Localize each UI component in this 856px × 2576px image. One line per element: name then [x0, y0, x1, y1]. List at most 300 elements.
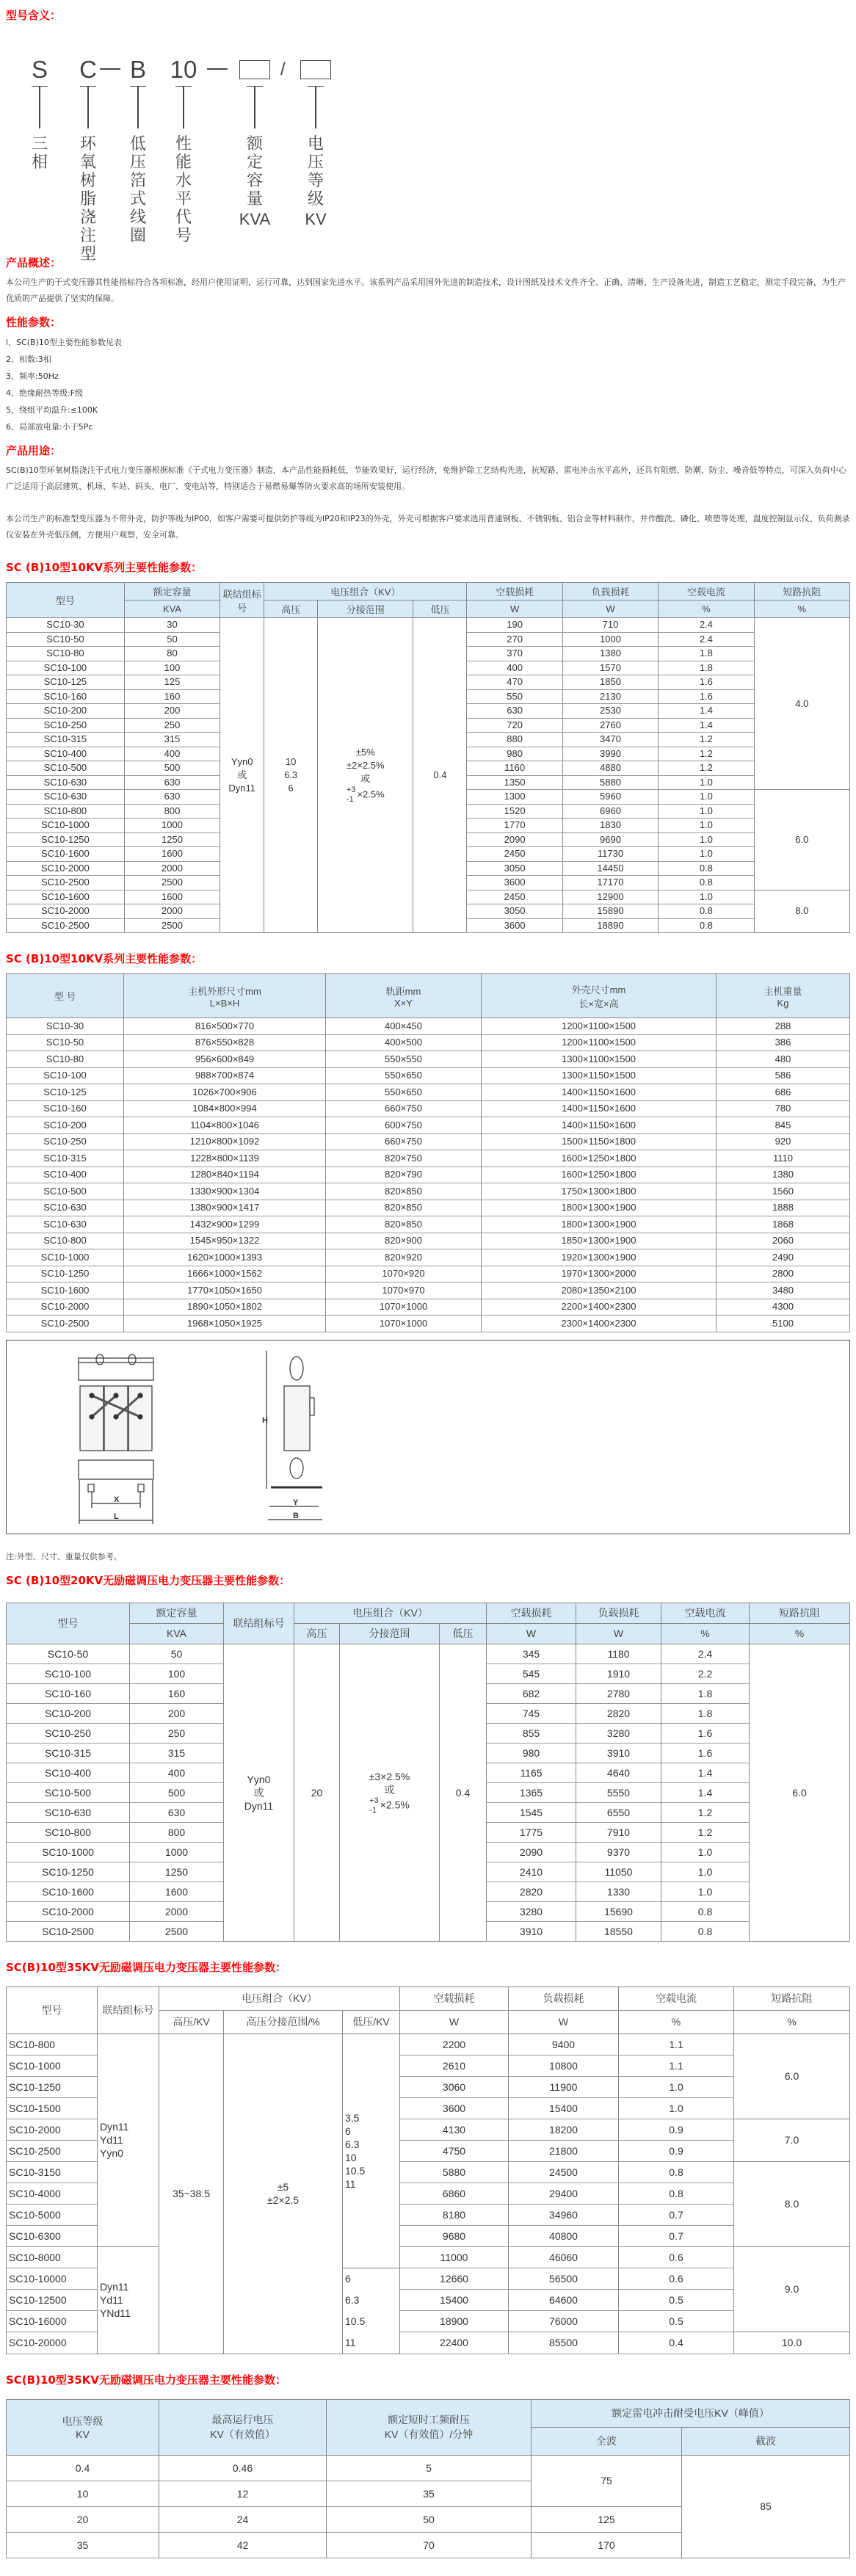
cell-noload-current: 1.0: [661, 1842, 750, 1862]
col-lv: 低压: [413, 601, 467, 618]
table3-title: SC (B)10型20KV无励磁调压电力变压器主要性能参数：: [6, 1573, 291, 1587]
cell-rail-gauge: 820×850: [326, 1200, 482, 1216]
col-noload-loss: 空载损耗: [467, 583, 562, 601]
cell-model: SC10-2000: [7, 904, 125, 919]
cell-capacity: 160: [130, 1683, 224, 1703]
cell-load-loss: 6960: [562, 804, 658, 819]
col-impedance-unit: %: [750, 1623, 850, 1644]
cell-load-loss: 15890: [562, 904, 658, 919]
cell-noload-current: 1.0: [661, 1862, 750, 1882]
cell-model: SC10-500: [7, 1782, 130, 1802]
col-capacity: 额定容量: [124, 583, 220, 601]
table-row: [7, 1233, 850, 1249]
cell-tap-range: ±5 ±2×2.5: [224, 2033, 343, 2354]
cell-capacity: 1600: [130, 1882, 224, 1901]
cell-noload-current: 0.8: [659, 904, 754, 919]
cell-noload-current: 1.8: [659, 661, 754, 675]
cell-model: SC10-2500: [7, 1316, 124, 1332]
cell-model: SC10-50: [7, 1644, 130, 1663]
cell-noload-loss: 5880: [400, 2161, 509, 2183]
performance-table-35kv: [6, 1987, 850, 2354]
cell-load-loss: 4880: [562, 761, 658, 776]
cell-noload-current: 0.8: [659, 876, 754, 890]
table-row: [7, 2455, 850, 2481]
col-capacity: 额定容量: [130, 1603, 224, 1623]
cell-capacity: 630: [124, 775, 220, 790]
cell-noload-current: 1.6: [659, 689, 754, 704]
cell-model: SC10-200: [7, 1117, 124, 1134]
cell-model: SC10-4000: [7, 2183, 98, 2204]
cell-model: SC10-16000: [7, 2311, 98, 2332]
cell-noload-current: 0.8: [619, 2183, 734, 2204]
cell-load-loss: 1570: [562, 661, 658, 675]
reference-note: 注:外型、尺寸、重量仅供参考。: [6, 1551, 122, 1561]
cell-load-loss: 24500: [509, 2161, 619, 2183]
dash-separator: [207, 68, 228, 70]
cell-capacity: 1600: [124, 890, 220, 904]
cell-voltage-level: 0.4: [7, 2455, 159, 2481]
cell-rail-gauge: 1070×1000: [326, 1299, 482, 1316]
cell-enclosure-dimensions: 1400×1150×1600: [482, 1084, 717, 1101]
cell-capacity: 2000: [124, 904, 220, 919]
cell-vector-group: Dyn11 Yd11 Yyn0: [98, 2033, 159, 2246]
cell-load-loss: 4640: [576, 1763, 661, 1782]
cell-max-voltage: 42: [159, 2532, 327, 2558]
col-hv: 高压/KV: [159, 2010, 224, 2033]
cell-capacity: 125: [124, 675, 220, 690]
cell-full-wave: 75: [532, 2455, 682, 2506]
col-hv: 高压: [294, 1623, 340, 1644]
model-part-voltage: 电压等级 KV: [294, 57, 338, 229]
cell-capacity: 2500: [130, 1921, 224, 1941]
cell-vector-group: Dyn11 Yd11 YNd11: [98, 2246, 159, 2354]
cell-model: SC10-2500: [7, 2140, 98, 2161]
cell-rail-gauge: 820×920: [326, 1249, 482, 1266]
cell-noload-loss: 9680: [400, 2225, 509, 2246]
cell-model: SC10-2000: [7, 1299, 124, 1316]
col-chopped-wave: 截波: [682, 2427, 850, 2455]
cell-model: SC10-160: [7, 1683, 130, 1703]
cell-noload-current: 0.4: [619, 2332, 734, 2354]
cell-model: SC10-250: [7, 718, 125, 733]
cell-noload-current: 1.0: [659, 847, 754, 862]
cell-capacity: 500: [124, 761, 220, 776]
cell-noload-loss: 2820: [487, 1882, 576, 1901]
cell-model: SC10-800: [7, 1822, 130, 1842]
cell-noload-loss: 2410: [487, 1862, 576, 1882]
cell-body-dimensions: 956×600×849: [124, 1051, 326, 1068]
cell-noload-loss: 22400: [400, 2332, 509, 2354]
cell-capacity: 80: [124, 647, 220, 661]
cell-load-loss: 3910: [576, 1743, 661, 1763]
cell-noload-loss: 4750: [400, 2140, 509, 2161]
cell-enclosure-dimensions: 1800×1300×1900: [482, 1200, 717, 1216]
cell-noload-loss: 3280: [487, 1901, 576, 1921]
col-noload-current: 空载电流: [659, 583, 754, 601]
cell-load-loss: 10800: [509, 2055, 619, 2076]
col-lv: 低压: [440, 1623, 487, 1644]
cell-model: SC10-2000: [7, 2119, 98, 2140]
cell-impedance: 6.0: [754, 790, 849, 890]
cell-load-loss: 9370: [576, 1842, 661, 1862]
cell-model: SC10-500: [7, 761, 125, 776]
cell-enclosure-dimensions: 1200×1100×1500: [482, 1034, 717, 1051]
col-enclosure-dimensions: 外壳尺寸mm 长×宽×高: [482, 974, 717, 1018]
cell-model: SC10-2500: [7, 918, 125, 933]
cell-model: SC10-200: [7, 704, 125, 719]
cell-model: SC10-50: [7, 632, 125, 647]
cell-withstand-voltage: 5: [327, 2455, 532, 2481]
cell-body-dimensions: 1545×950×1322: [124, 1233, 326, 1249]
cell-weight: 1560: [717, 1183, 850, 1200]
cell-load-loss: 46060: [509, 2246, 619, 2268]
cell-capacity: 315: [124, 733, 220, 747]
cell-load-loss: 3280: [576, 1723, 661, 1743]
cell-load-loss: 5880: [562, 775, 658, 790]
cell-enclosure-dimensions: 1200×1100×1500: [482, 1018, 717, 1035]
cell-noload-current: 0.8: [659, 861, 754, 876]
cell-enclosure-dimensions: 1400×1150×1600: [482, 1100, 717, 1117]
cell-rail-gauge: 1070×1000: [326, 1316, 482, 1332]
cell-load-loss: 29400: [509, 2183, 619, 2204]
cell-model: SC10-2000: [7, 861, 125, 876]
cell-max-voltage: 0.46: [159, 2455, 327, 2481]
col-impedance: 短路抗阻: [750, 1603, 850, 1623]
cell-noload-current: 1.1: [619, 2055, 734, 2076]
col-noload-current: 空载电流: [619, 1987, 734, 2010]
capacity-box: [239, 60, 270, 79]
cell-model: SC10-80: [7, 647, 125, 661]
cell-noload-current: 1.8: [661, 1683, 750, 1703]
cell-weight: 1868: [717, 1216, 850, 1233]
col-tap: 分接范围: [340, 1623, 440, 1644]
cell-noload-loss: 880: [467, 733, 562, 747]
cell-noload-current: 1.8: [659, 647, 754, 661]
cell-noload-current: 0.5: [619, 2289, 734, 2310]
transformer-outline-svg: [7, 1340, 849, 1533]
dim-label-b: B: [293, 1511, 299, 1520]
cell-noload-loss: 720: [467, 718, 562, 733]
cell-model: SC10-30: [7, 618, 125, 633]
cell-weight: 2490: [717, 1249, 850, 1266]
cell-body-dimensions: 1228×800×1139: [124, 1150, 326, 1167]
cell-model: SC10-315: [7, 1743, 130, 1763]
cell-noload-loss: 980: [487, 1743, 576, 1763]
cell-noload-current: 1.0: [659, 804, 754, 819]
table2-title: SC (B)10型10KV系列主要性能参数：: [6, 952, 203, 965]
cell-model: SC10-1600: [7, 847, 125, 862]
cell-model: SC10-100: [7, 661, 125, 675]
cell-noload-loss: 745: [487, 1703, 576, 1723]
cell-noload-loss: 2450: [467, 847, 562, 862]
cell-weight: 920: [717, 1133, 850, 1150]
cell-model: SC10-160: [7, 689, 125, 704]
overview-text: 本公司生产的干式变压器其性能指标符合各项标准，经用户使用证明，运行可靠，达到国家先进水平。该系列产品采用国外先进的制造技术，设计图纸及技术文件齐全、正确、清晰，生产设备先进，制造工艺稳定，测定手段完备，为生产优质的产品提供了坚实的保障。: [6, 277, 846, 303]
table-row: [7, 618, 850, 633]
usage-title: 产品用途：: [6, 444, 62, 457]
cell-model: SC10-6300: [7, 2225, 98, 2246]
col-impedance-unit: %: [734, 2010, 850, 2033]
insulation-level-table: [6, 2399, 850, 2558]
cell-load-loss: 1910: [576, 1663, 661, 1683]
col-load-loss: 负载损耗: [509, 1987, 619, 2010]
cell-tap-range: ±5% ±2×2.5% 或 +3 -1 ×2.5%: [318, 618, 413, 933]
table-row: [7, 1051, 850, 1068]
cell-rail-gauge: 1070×920: [326, 1266, 482, 1282]
cell-model: SC10-250: [7, 1133, 124, 1150]
cell-impedance: 6.0: [750, 1644, 850, 1941]
cell-noload-loss: 190: [467, 618, 562, 633]
cell-weight: 1888: [717, 1200, 850, 1216]
cell-hv: 10 6.3 6: [264, 618, 318, 933]
cell-noload-current: 0.7: [619, 2204, 734, 2225]
cell-enclosure-dimensions: 2200×1400×2300: [482, 1299, 717, 1316]
cell-weight: 2800: [717, 1266, 850, 1282]
cell-load-loss: 2760: [562, 718, 658, 733]
cell-model: SC10-160: [7, 1100, 124, 1117]
cell-vector-group: Yyn0 或 Dyn11: [224, 1644, 294, 1941]
cell-load-loss: 64600: [509, 2289, 619, 2310]
col-noload-current: 空载电流: [661, 1603, 750, 1623]
cell-noload-current: 1.8: [661, 1703, 750, 1723]
cell-noload-current: 1.4: [659, 718, 754, 733]
cell-model: SC10-400: [7, 1763, 130, 1782]
cell-rail-gauge: 820×790: [326, 1167, 482, 1183]
col-voltage-level: 电压等级 KV: [7, 2399, 159, 2455]
cell-noload-current: 1.4: [661, 1782, 750, 1802]
col-impedance: 短路抗阻: [754, 583, 849, 601]
cell-weight: 5100: [717, 1316, 850, 1332]
cell-load-loss: 14450: [562, 861, 658, 876]
col-capacity-unit: KVA: [124, 601, 220, 618]
cell-rail-gauge: 400×500: [326, 1034, 482, 1051]
cell-model: SC10-2500: [7, 876, 125, 890]
cell-model: SC10-100: [7, 1067, 124, 1084]
cell-impedance: 8.0: [754, 890, 849, 933]
table-row: [7, 1644, 850, 1663]
cell-capacity: 800: [124, 804, 220, 819]
cell-load-loss: 3470: [562, 733, 658, 747]
cell-load-loss: 1330: [576, 1882, 661, 1901]
cell-noload-loss: 8180: [400, 2204, 509, 2225]
cell-noload-loss: 6860: [400, 2183, 509, 2204]
table-row: [7, 1316, 850, 1332]
col-voltage: 电压组合（KV）: [294, 1603, 487, 1623]
col-hv: 高压: [264, 601, 318, 618]
cell-noload-loss: 3600: [467, 876, 562, 890]
cell-noload-loss: 270: [467, 632, 562, 647]
cell-voltage-level: 20: [7, 2506, 159, 2532]
cell-load-loss: 7910: [576, 1822, 661, 1842]
cell-noload-loss: 2610: [400, 2055, 509, 2076]
overview-title: 产品概述：: [6, 256, 62, 269]
parameters-title: 性能参数：: [6, 316, 62, 329]
col-model: 型 号: [7, 974, 124, 1018]
col-load-loss-unit: W: [576, 1623, 661, 1644]
cell-rail-gauge: 820×850: [326, 1216, 482, 1233]
table-row: [7, 1249, 850, 1266]
parameter-item: 5、绕组平均温升:≤100K: [6, 405, 98, 415]
cell-load-loss: 15400: [509, 2097, 619, 2119]
model-part-s: S 三相: [31, 56, 48, 172]
cell-noload-loss: 630: [467, 704, 562, 719]
cell-noload-current: 1.4: [661, 1763, 750, 1782]
cell-capacity: 2000: [130, 1901, 224, 1921]
cell-body-dimensions: 1104×800×1046: [124, 1117, 326, 1134]
cell-impedance: 7.0: [734, 2119, 850, 2161]
cell-noload-loss: 3600: [400, 2097, 509, 2119]
cell-noload-loss: 2090: [467, 832, 562, 847]
col-withstand-voltage: 额定短时工频耐压 KV（有效值）/分钟: [327, 2399, 532, 2455]
cell-noload-current: 1.2: [659, 761, 754, 776]
cell-noload-current: 1.0: [659, 790, 754, 805]
cell-withstand-voltage: 35: [327, 2481, 532, 2506]
col-noload-loss-unit: W: [487, 1623, 576, 1644]
cell-noload-current: 0.9: [619, 2140, 734, 2161]
cell-impedance: 6.0: [734, 2033, 850, 2119]
model-meaning-title: 型号含义：: [6, 9, 62, 22]
cell-hv: 20: [294, 1644, 340, 1941]
cell-model: SC10-20000: [7, 2332, 98, 2354]
cell-noload-loss: 682: [487, 1683, 576, 1703]
col-impulse-voltage: 额定雷电冲击耐受电压KV（峰值）: [532, 2399, 850, 2427]
cell-noload-loss: 1300: [467, 790, 562, 805]
cell-rail-gauge: 550×550: [326, 1051, 482, 1068]
cell-load-loss: 2530: [562, 704, 658, 719]
cell-capacity: 250: [130, 1723, 224, 1743]
table-row: [7, 2033, 850, 2055]
table-row: [7, 1183, 850, 1200]
cell-enclosure-dimensions: 1850×1300×1900: [482, 1233, 717, 1249]
slash-separator: /: [280, 59, 286, 79]
dim-label-x: X: [114, 1495, 120, 1504]
cell-model: SC10-2000: [7, 1901, 130, 1921]
cell-load-loss: 18550: [576, 1921, 661, 1941]
cell-noload-loss: 1350: [467, 775, 562, 790]
cell-impedance: 10.0: [734, 2332, 850, 2354]
cell-noload-current: 1.2: [659, 747, 754, 761]
cell-noload-current: 1.0: [659, 775, 754, 790]
cell-enclosure-dimensions: 1300×1150×1500: [482, 1067, 717, 1084]
cell-noload-current: 1.0: [659, 832, 754, 847]
cell-capacity: 1000: [124, 819, 220, 833]
col-noload-loss: 空载损耗: [487, 1603, 576, 1623]
model-part-capacity: 额定容量 KVA: [233, 57, 277, 229]
table-row: [7, 1200, 850, 1216]
cell-noload-current: 2.4: [661, 1644, 750, 1663]
cell-noload-current: 1.0: [661, 1882, 750, 1901]
cell-load-loss: 2780: [576, 1683, 661, 1703]
cell-rail-gauge: 600×750: [326, 1117, 482, 1134]
cell-noload-current: 1.6: [661, 1723, 750, 1743]
cell-lv: 0.4: [413, 618, 467, 933]
cell-capacity: 315: [130, 1743, 224, 1763]
col-body-dimensions: 主机外形尺寸mm L×B×H: [124, 974, 326, 1018]
cell-rail-gauge: 550×650: [326, 1067, 482, 1084]
cell-noload-loss: 3600: [467, 918, 562, 933]
cell-noload-current: 0.9: [619, 2119, 734, 2140]
cell-noload-current: 2.2: [661, 1663, 750, 1683]
cell-noload-loss: 3060: [400, 2076, 509, 2097]
cell-capacity: 100: [130, 1663, 224, 1683]
col-noload-current-unit: %: [659, 601, 754, 618]
cell-capacity: 1250: [130, 1862, 224, 1882]
cell-model: SC10-315: [7, 1150, 124, 1167]
cell-body-dimensions: 1890×1050×1802: [124, 1299, 326, 1316]
cell-lv: 6 6.3 10.5 11: [343, 2268, 400, 2354]
cell-enclosure-dimensions: 1500×1150×1800: [482, 1133, 717, 1150]
col-load-loss-unit: W: [509, 2010, 619, 2033]
cell-noload-current: 1.6: [661, 1743, 750, 1763]
cell-model: SC10-315: [7, 733, 125, 747]
cell-load-loss: 1180: [576, 1644, 661, 1663]
cell-capacity: 100: [124, 661, 220, 675]
cell-noload-loss: 1775: [487, 1822, 576, 1842]
cell-load-loss: 18890: [562, 918, 658, 933]
cell-noload-loss: 1770: [467, 819, 562, 833]
cell-load-loss: 5960: [562, 790, 658, 805]
model-part-10: 10 性能水平代号: [170, 56, 197, 245]
cell-model: SC10-400: [7, 747, 125, 761]
cell-rail-gauge: 400×450: [326, 1018, 482, 1035]
cell-weight: 1380: [717, 1167, 850, 1183]
cell-noload-loss: 18900: [400, 2311, 509, 2332]
cell-model: SC10-630: [7, 1216, 124, 1233]
cell-body-dimensions: 1432×900×1299: [124, 1216, 326, 1233]
cell-load-loss: 1000: [562, 632, 658, 647]
cell-noload-loss: 3050: [467, 904, 562, 919]
usage-paragraph: 本公司生产的标准型变压器为不带外壳，防护等级为IP00，如客户需要可提供防护等级为IP20和IP23的外壳，外壳可根据客户要求选用普通钢板、不锈钢板、铝合金等材料制作，并作酸洗、磷化、喷塑等处理，温度控制显示仪、负荷测录仪安装在外壳低压侧，方便用户观察，安全可靠。: [6, 514, 850, 540]
col-max-voltage: 最高运行电压 KV（有效值）: [159, 2399, 327, 2455]
table-row: [7, 1100, 850, 1117]
cell-noload-loss: 545: [487, 1663, 576, 1683]
cell-model: SC10-800: [7, 1233, 124, 1249]
cell-load-loss: 40800: [509, 2225, 619, 2246]
cell-weight: 386: [717, 1034, 850, 1051]
cell-model: SC10-100: [7, 1663, 130, 1683]
parameter-item: 3、频率:50Hz: [6, 371, 59, 381]
cell-vector-group: Yyn0 或 Dyn11: [220, 618, 264, 933]
cell-weight: 780: [717, 1100, 850, 1117]
cell-model: SC10-125: [7, 1084, 124, 1101]
cell-enclosure-dimensions: 2300×1400×2300: [482, 1316, 717, 1332]
cell-noload-loss: 470: [467, 675, 562, 690]
cell-voltage-level: 10: [7, 2481, 159, 2506]
cell-capacity: 160: [124, 689, 220, 704]
dim-label-l: L: [114, 1512, 119, 1521]
model-part-c: C 环氧树脂浇注型: [79, 56, 97, 264]
cell-hv: 35~38.5: [159, 2033, 224, 2354]
cell-noload-loss: 2200: [400, 2033, 509, 2055]
col-full-wave: 全波: [532, 2427, 682, 2455]
col-rail-gauge: 轨距mm X×Y: [326, 974, 482, 1018]
dim-label-y: Y: [293, 1498, 299, 1507]
cell-noload-loss: 11000: [400, 2246, 509, 2268]
cell-noload-loss: 1365: [487, 1782, 576, 1802]
cell-weight: 586: [717, 1067, 850, 1084]
cell-enclosure-dimensions: 1600×1250×1800: [482, 1167, 717, 1183]
cell-load-loss: 5550: [576, 1782, 661, 1802]
transformer-dimension-drawing: [6, 1340, 850, 1534]
col-load-loss: 负载损耗: [562, 583, 658, 601]
cell-enclosure-dimensions: 1750×1300×1800: [482, 1183, 717, 1200]
cell-model: SC10-630: [7, 1200, 124, 1216]
cell-noload-current: 0.5: [619, 2311, 734, 2332]
cell-enclosure-dimensions: 1600×1250×1800: [482, 1150, 717, 1167]
col-model: 型号: [7, 1603, 130, 1644]
cell-body-dimensions: 1770×1050×1650: [124, 1282, 326, 1299]
cell-noload-current: 1.2: [659, 733, 754, 747]
